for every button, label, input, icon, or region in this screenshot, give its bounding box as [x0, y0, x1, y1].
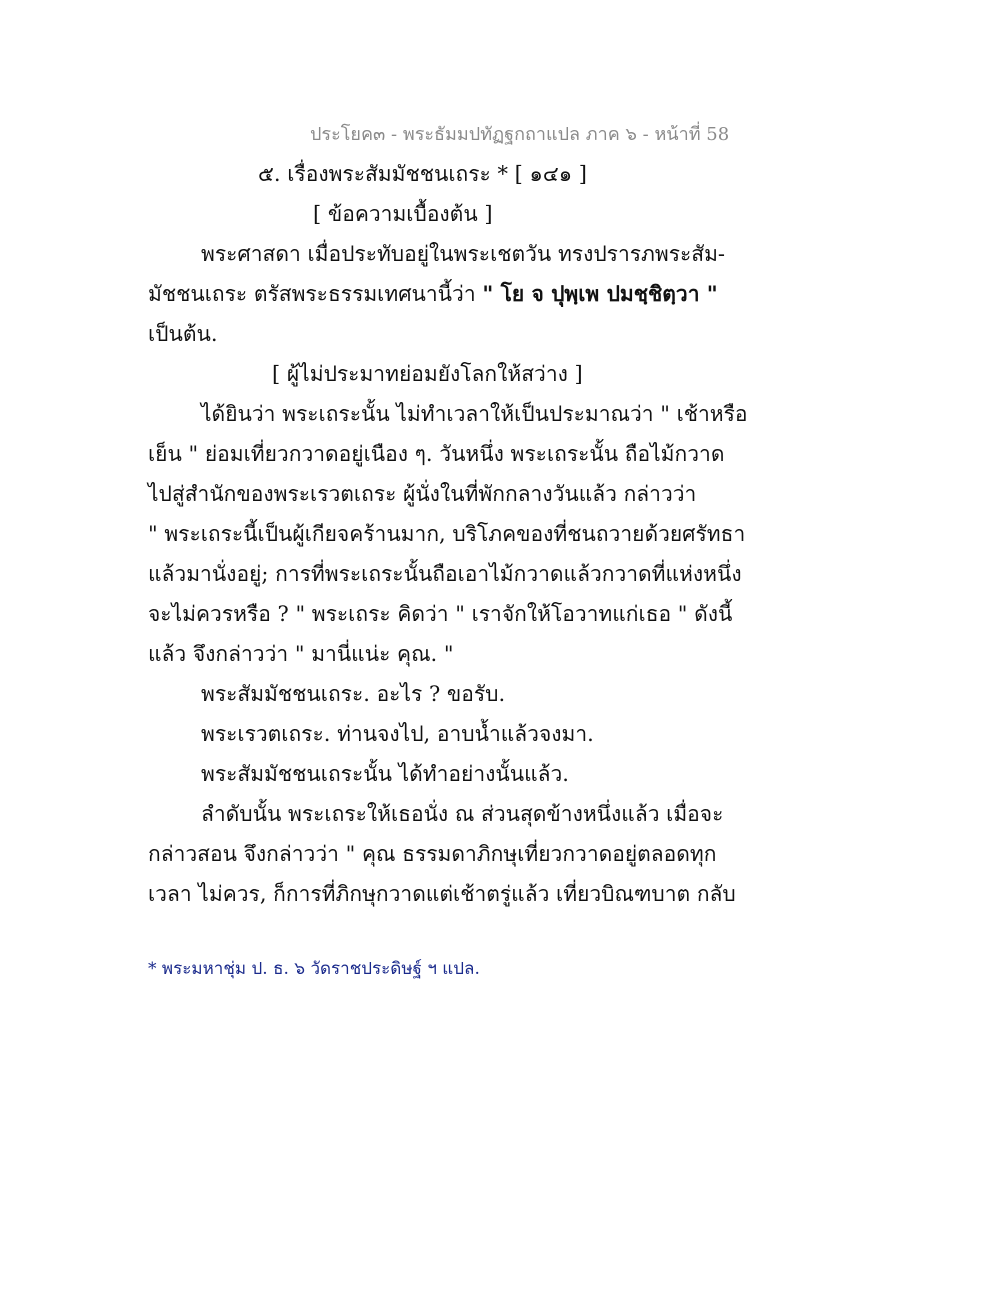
dialogue-line-3: พระสัมมัชชนเถระนั้น ได้ทำอย่างนั้นแล้ว.: [201, 762, 569, 786]
body-line-5: แล้วมานั่งอยู่; การที่พระเถระนั้นถือเอาไม้กวาดแล้วกวาดที่แห่งหนึ่ง: [148, 562, 742, 586]
intro-line-2-text: มัชชนเถระ ตรัสพระธรรมเทศนานี้ว่า: [148, 282, 476, 306]
intro-line-1: พระศาสดา เมื่อประทับอยู่ในพระเชตวัน ทรงปรารภพระสัม-: [201, 242, 726, 266]
body-line-4: " พระเถระนี้เป็นผู้เกียจคร้านมาก, บริโภคของที่ชนถวายด้วยศรัทธา: [148, 522, 746, 546]
body-line-2: เย็น " ย่อมเที่ยวกวาดอยู่เนือง ๆ. วันหนึ่ง พระเถระนั้น ถือไม้กวาด: [148, 442, 725, 466]
body-line-8: ลำดับนั้น พระเถระให้เธอนั่ง ณ ส่วนสุดข้างหนึ่งแล้ว เมื่อจะ: [201, 802, 724, 826]
dialogue-line-2: พระเรวตเถระ. ท่านจงไป, อาบน้ำแล้วจงมา.: [201, 722, 594, 746]
intro-line-2: [148, 280, 718, 308]
opening-heading: [ ข้อความเบื้องต้น ]: [313, 202, 493, 226]
dialogue-line-1: พระสัมมัชชนเถระ. อะไร ? ขอรับ.: [201, 682, 506, 706]
intro-line-3: เป็นต้น.: [148, 322, 218, 346]
pali-verse-quote: " โย จ ปุพฺเพ ปมชฺชิตฺวา ": [482, 281, 718, 306]
body-line-9: กล่าวสอน จึงกล่าวว่า " คุณ ธรรมดาภิกษุเที่ยวกวาดอยู่ตลอดทุก: [148, 842, 717, 866]
body-line-3: ไปสู่สำนักของพระเรวตเถระ ผู้นั่งในที่พักกลางวันแล้ว กล่าวว่า: [148, 482, 697, 506]
body-line-6: จะไม่ควรหรือ ? " พระเถระ คิดว่า " เราจักให้โอวาทแก่เธอ " ดังนี้: [148, 602, 733, 626]
footnote: * พระมหาชุ่ม ป. ธ. ๖ วัดราชประดิษฐ์ ฯ แปล.: [148, 959, 480, 979]
body-line-7: แล้ว จึงกล่าวว่า " มานี่แน่ะ คุณ. ": [148, 642, 454, 666]
story-title: ๕. เรื่องพระสัมมัชชนเถระ * [ ๑๔๑ ]: [258, 162, 587, 186]
body-line-1: ได้ยินว่า พระเถระนั้น ไม่ทำเวลาให้เป็นประมาณว่า " เช้าหรือ: [201, 402, 748, 426]
running-header: ประโยค๓ - พระธัมมปทัฏฐกถาแปล ภาค ๖ - หน้าที่ 58: [310, 124, 730, 145]
section-heading: [ ผู้ไม่ประมาทย่อมยังโลกให้สว่าง ]: [272, 362, 583, 386]
body-line-10: เวลา ไม่ควร, ก็การที่ภิกษุกวาดแต่เช้าตรู่แล้ว เที่ยวบิณฑบาต กลับ: [148, 882, 736, 906]
